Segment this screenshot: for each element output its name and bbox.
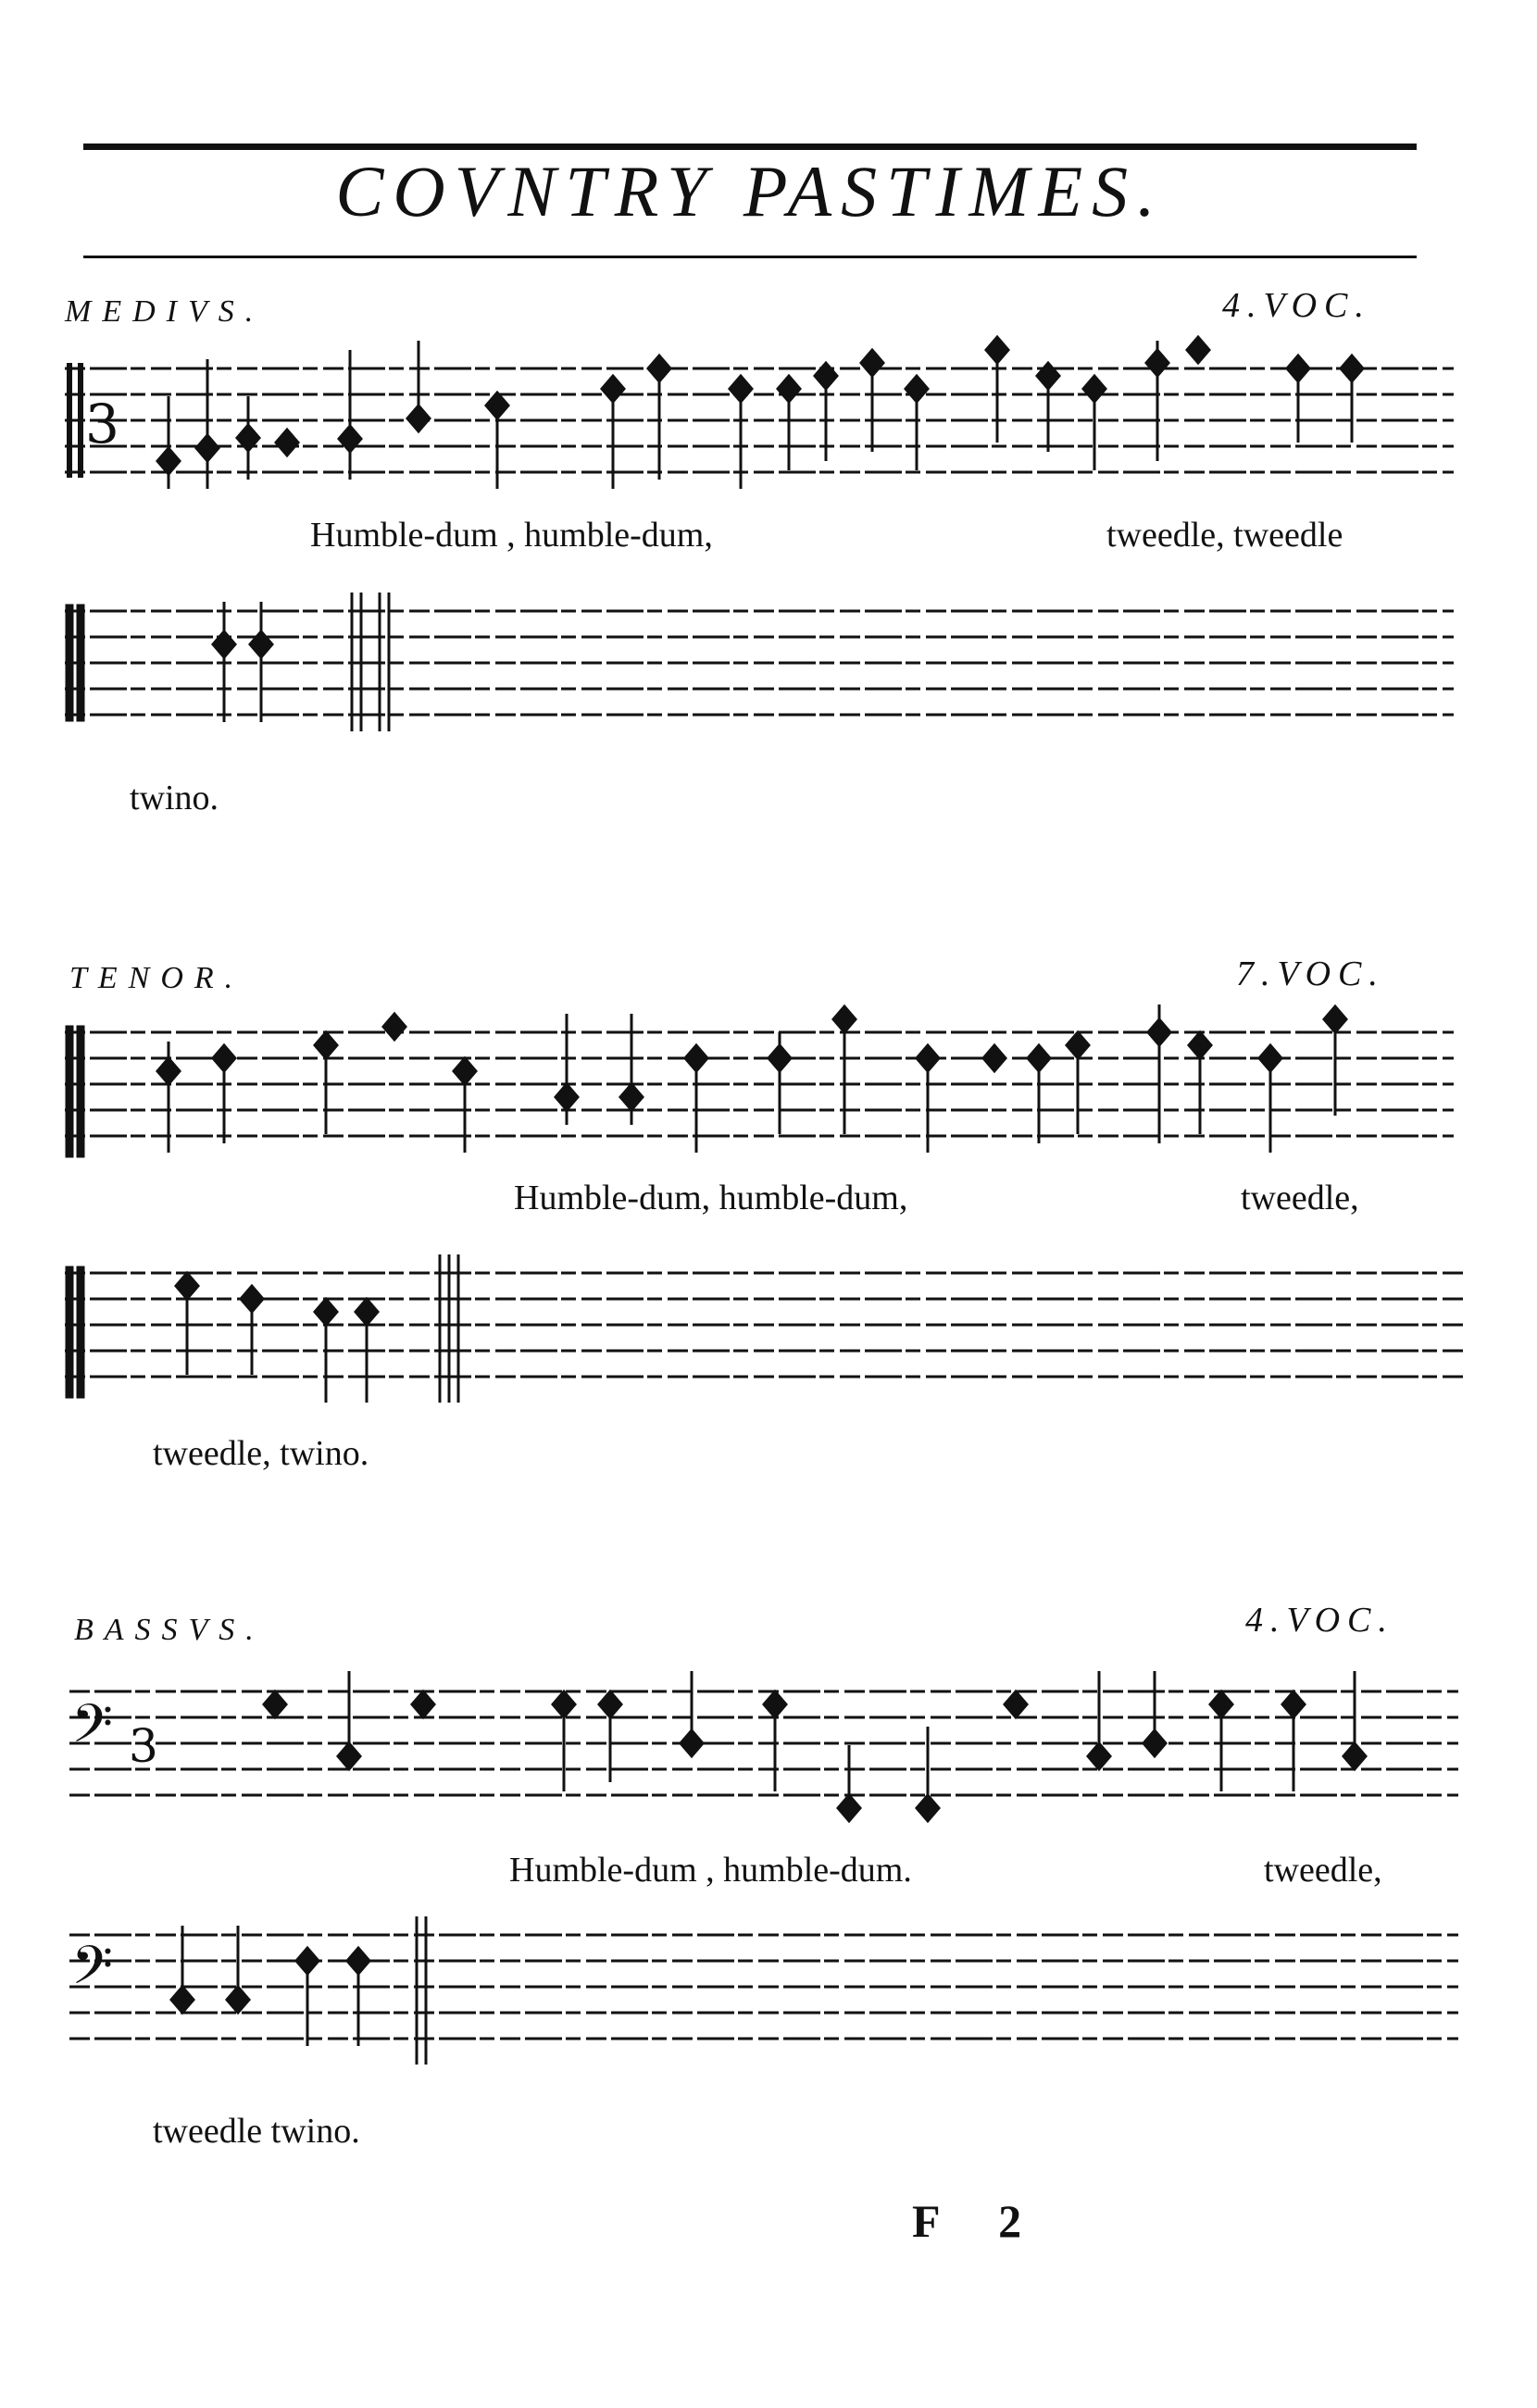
signature-mark: F 2 — [912, 2195, 1046, 2247]
lyric-tenor-2: tweedle, twino. — [153, 1434, 369, 1473]
part-name-bassus: BASSVS. — [74, 1613, 265, 1647]
music-staff-2 — [65, 593, 1454, 741]
lyric-medius-1a: Humble-dum , humble-dum, — [310, 516, 713, 555]
svg-text:3: 3 — [129, 1719, 158, 1773]
lyric-tenor-1a: Humble-dum, humble-dum, — [514, 1179, 908, 1217]
part-name-medius: MEDIVS. — [65, 294, 265, 329]
voices-medius: 4.VOC. — [1222, 286, 1371, 325]
lyric-bassus-1b: tweedle, — [1264, 1851, 1382, 1890]
title-rule — [83, 256, 1417, 258]
music-staff-4 — [65, 1254, 1463, 1412]
svg-text:𝄢: 𝄢 — [71, 1934, 114, 2010]
music-staff — [65, 341, 1454, 507]
lyric-medius-1b: tweedle, tweedle — [1106, 516, 1343, 555]
music-staff-6 — [69, 1907, 1458, 2074]
lyric-tenor-1b: tweedle, — [1241, 1179, 1359, 1217]
lyric-bassus-2: tweedle twino. — [153, 2112, 360, 2151]
lyric-medius-2: twino. — [130, 779, 219, 817]
lyric-bassus-1a: Humble-dum , humble-dum. — [509, 1851, 912, 1890]
staff-lines — [65, 368, 1454, 472]
part-name-tenor: TENOR. — [69, 961, 244, 995]
music-staff-3 — [65, 1004, 1454, 1171]
page-title: COVNTRY PASTIMES. — [335, 151, 1165, 231]
top-rule — [83, 143, 1417, 150]
voices-tenor: 7.VOC. — [1236, 954, 1385, 993]
music-staff-5 — [69, 1653, 1458, 1828]
notes — [157, 337, 1363, 489]
svg-text:𝄢: 𝄢 — [71, 1692, 114, 1768]
voices-bassus: 4.VOC. — [1245, 1601, 1394, 1640]
svg-text:3: 3 — [85, 393, 119, 455]
